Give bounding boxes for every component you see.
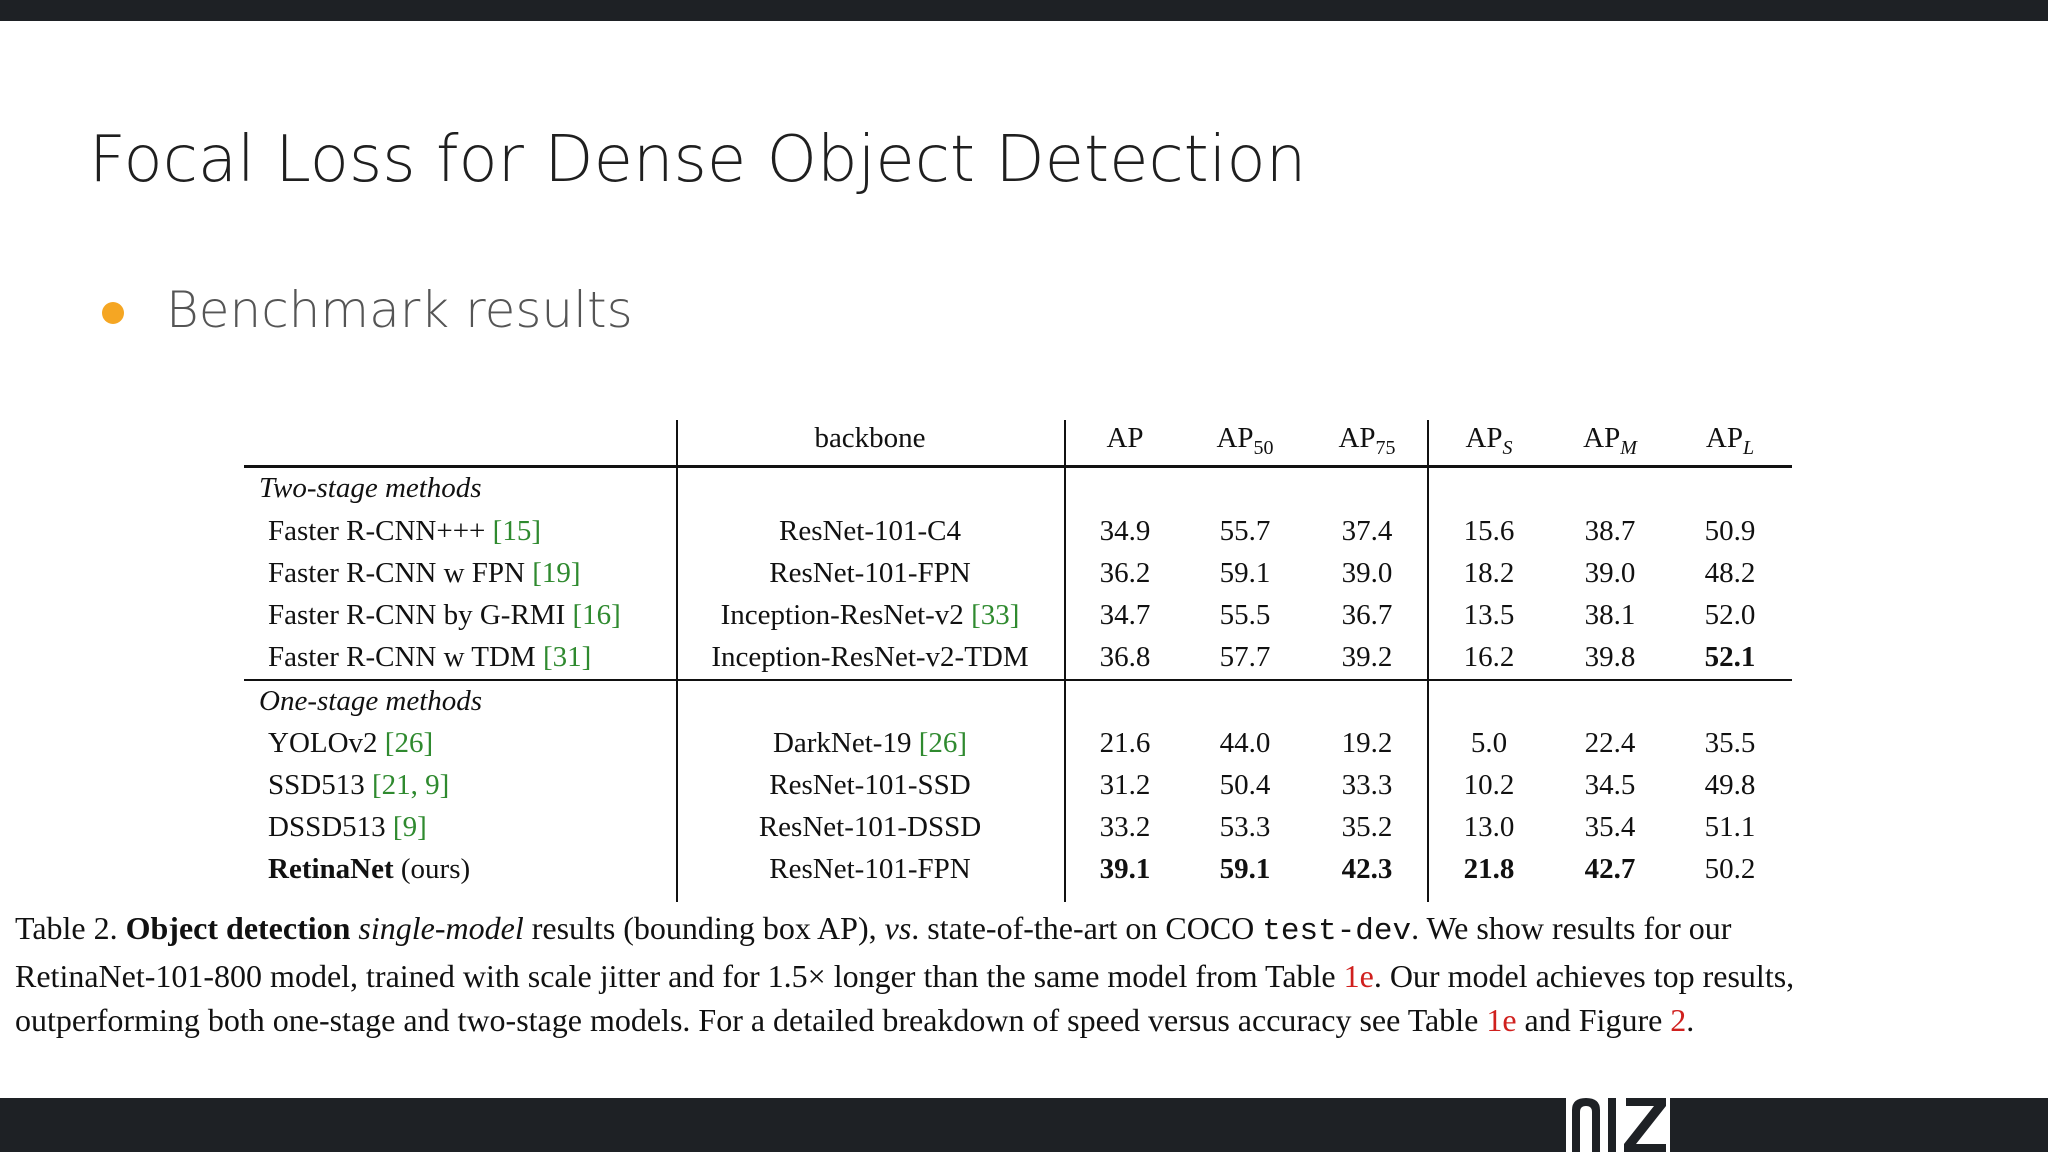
value-cell: 35.2: [1341, 811, 1393, 843]
results-table: [0, 410, 2048, 900]
section-label: Two-stage methods: [259, 472, 482, 504]
value-cell: 38.7: [1584, 515, 1636, 547]
value-cell: 13.5: [1463, 599, 1515, 631]
top-bar: [0, 0, 2048, 21]
method-cell: DSSD513 [9]: [268, 811, 427, 843]
brand-logo: [1566, 1088, 1670, 1152]
table-vline-ap: [1064, 420, 1066, 902]
value-cell: 38.1: [1584, 599, 1636, 631]
value-cell: 39.0: [1584, 557, 1636, 589]
table-caption: [15, 906, 2045, 1042]
value-cell: 53.3: [1219, 811, 1271, 843]
backbone-cell: ResNet-101-SSD: [769, 769, 971, 801]
value-cell: 5.0: [1470, 727, 1508, 759]
value-cell-best: 42.3: [1341, 853, 1393, 885]
backbone-cell: ResNet-101-FPN: [769, 853, 971, 885]
header-apm: $AP_M$: [1583, 422, 1637, 459]
header-apl: $AP_L$: [1705, 422, 1755, 459]
value-cell: 31.2: [1099, 769, 1151, 801]
value-cell: 35.5: [1704, 727, 1756, 759]
value-cell: 36.8: [1099, 641, 1151, 673]
value-cell: 57.7: [1219, 641, 1271, 673]
value-cell: 34.7: [1099, 599, 1151, 631]
value-cell: 39.0: [1341, 557, 1393, 589]
value-cell-best: 52.1: [1704, 641, 1756, 673]
header-ap75: $AP_{75}$: [1338, 422, 1396, 459]
method-cell: SSD513 [21, 9]: [268, 769, 450, 801]
table-vline-aps: [1427, 420, 1429, 902]
value-cell: 36.7: [1341, 599, 1393, 631]
method-cell: YOLOv2 [26]: [268, 727, 434, 759]
value-cell: 18.2: [1463, 557, 1515, 589]
caption-line-2: RetinaNet-101-800 model, trained with scale jitter and for 1.5× longer than the same model from Table 1e. Our model achieves top results,: [15, 958, 1795, 994]
backbone-cell: Inception-ResNet-v2-TDM: [711, 641, 1029, 673]
value-cell-best: 42.7: [1584, 853, 1636, 885]
value-cell: 36.2: [1099, 557, 1151, 589]
method-cell: Faster R-CNN w FPN [19]: [268, 557, 581, 589]
backbone-cell: ResNet-101-C4: [778, 515, 962, 547]
value-cell: 39.8: [1584, 641, 1636, 673]
value-cell: 15.6: [1463, 515, 1515, 547]
value-cell: 33.3: [1341, 769, 1393, 801]
bullet-dot: [102, 302, 124, 324]
value-cell: 19.2: [1341, 727, 1393, 759]
table-ref-link[interactable]: 1e: [1343, 958, 1374, 994]
section-label: One-stage methods: [259, 685, 483, 717]
value-cell: 37.4: [1341, 515, 1393, 547]
value-cell: 13.0: [1463, 811, 1515, 843]
backbone-cell: Inception-ResNet-v2 [33]: [720, 599, 1020, 631]
value-cell: 59.1: [1219, 557, 1271, 589]
value-cell: 22.4: [1584, 727, 1636, 759]
value-cell: 49.8: [1704, 769, 1756, 801]
table-vline-backbone: [676, 420, 678, 902]
value-cell-best: 59.1: [1219, 853, 1271, 885]
table-ref-link[interactable]: 1e: [1486, 1002, 1517, 1038]
table-section-rule: [244, 679, 1792, 681]
bottom-bar: [0, 1098, 2048, 1152]
value-cell: 52.0: [1704, 599, 1756, 631]
value-cell: 21.6: [1099, 727, 1151, 759]
bullet-text: Benchmark results: [166, 281, 633, 339]
value-cell-best: 39.1: [1099, 853, 1151, 885]
value-cell: 34.9: [1099, 515, 1151, 547]
value-cell: 44.0: [1219, 727, 1271, 759]
value-cell: 16.2: [1463, 641, 1515, 673]
backbone-cell: ResNet-101-FPN: [769, 557, 971, 589]
value-cell: 50.4: [1219, 769, 1271, 801]
header-ap: AP: [1106, 422, 1144, 454]
backbone-cell: DarkNet-19 [26]: [772, 727, 968, 759]
value-cell: 55.5: [1219, 599, 1271, 631]
method-cell: RetinaNet (ours): [268, 853, 471, 885]
value-cell: 10.2: [1463, 769, 1515, 801]
header-backbone: backbone: [814, 422, 926, 454]
value-cell: 55.7: [1219, 515, 1271, 547]
value-cell-best: 21.8: [1463, 853, 1515, 885]
value-cell: 51.1: [1704, 811, 1756, 843]
caption-line-3: outperforming both one-stage and two-stage models. For a detailed breakdown of speed versus accuracy see Table 1e and Figure 2.: [15, 1002, 1695, 1038]
table-header-rule: [244, 465, 1792, 468]
value-cell: 39.2: [1341, 641, 1393, 673]
backbone-cell: ResNet-101-DSSD: [758, 811, 982, 843]
value-cell: 35.4: [1584, 811, 1636, 843]
header-aps: $AP_S$: [1465, 422, 1513, 459]
value-cell: 34.5: [1584, 769, 1636, 801]
method-cell: Faster R-CNN by G-RMI [16]: [268, 599, 621, 631]
figure-ref-link[interactable]: 2: [1670, 1002, 1687, 1038]
slide-title: Focal Loss for Dense Object Detection: [89, 123, 1307, 197]
value-cell: 50.2: [1704, 853, 1756, 885]
caption-line-1: Table 2. Object detection single-model results (bounding box AP), vs. state-of-the-art on COCO test-dev. We show results for our: [15, 910, 1732, 949]
method-cell: Faster R-CNN w TDM [31]: [268, 641, 592, 673]
method-cell: Faster R-CNN+++ [15]: [268, 515, 541, 547]
value-cell: 33.2: [1099, 811, 1151, 843]
value-cell: 50.9: [1704, 515, 1756, 547]
header-ap50: $AP_{50}$: [1216, 422, 1274, 459]
value-cell: 48.2: [1704, 557, 1756, 589]
